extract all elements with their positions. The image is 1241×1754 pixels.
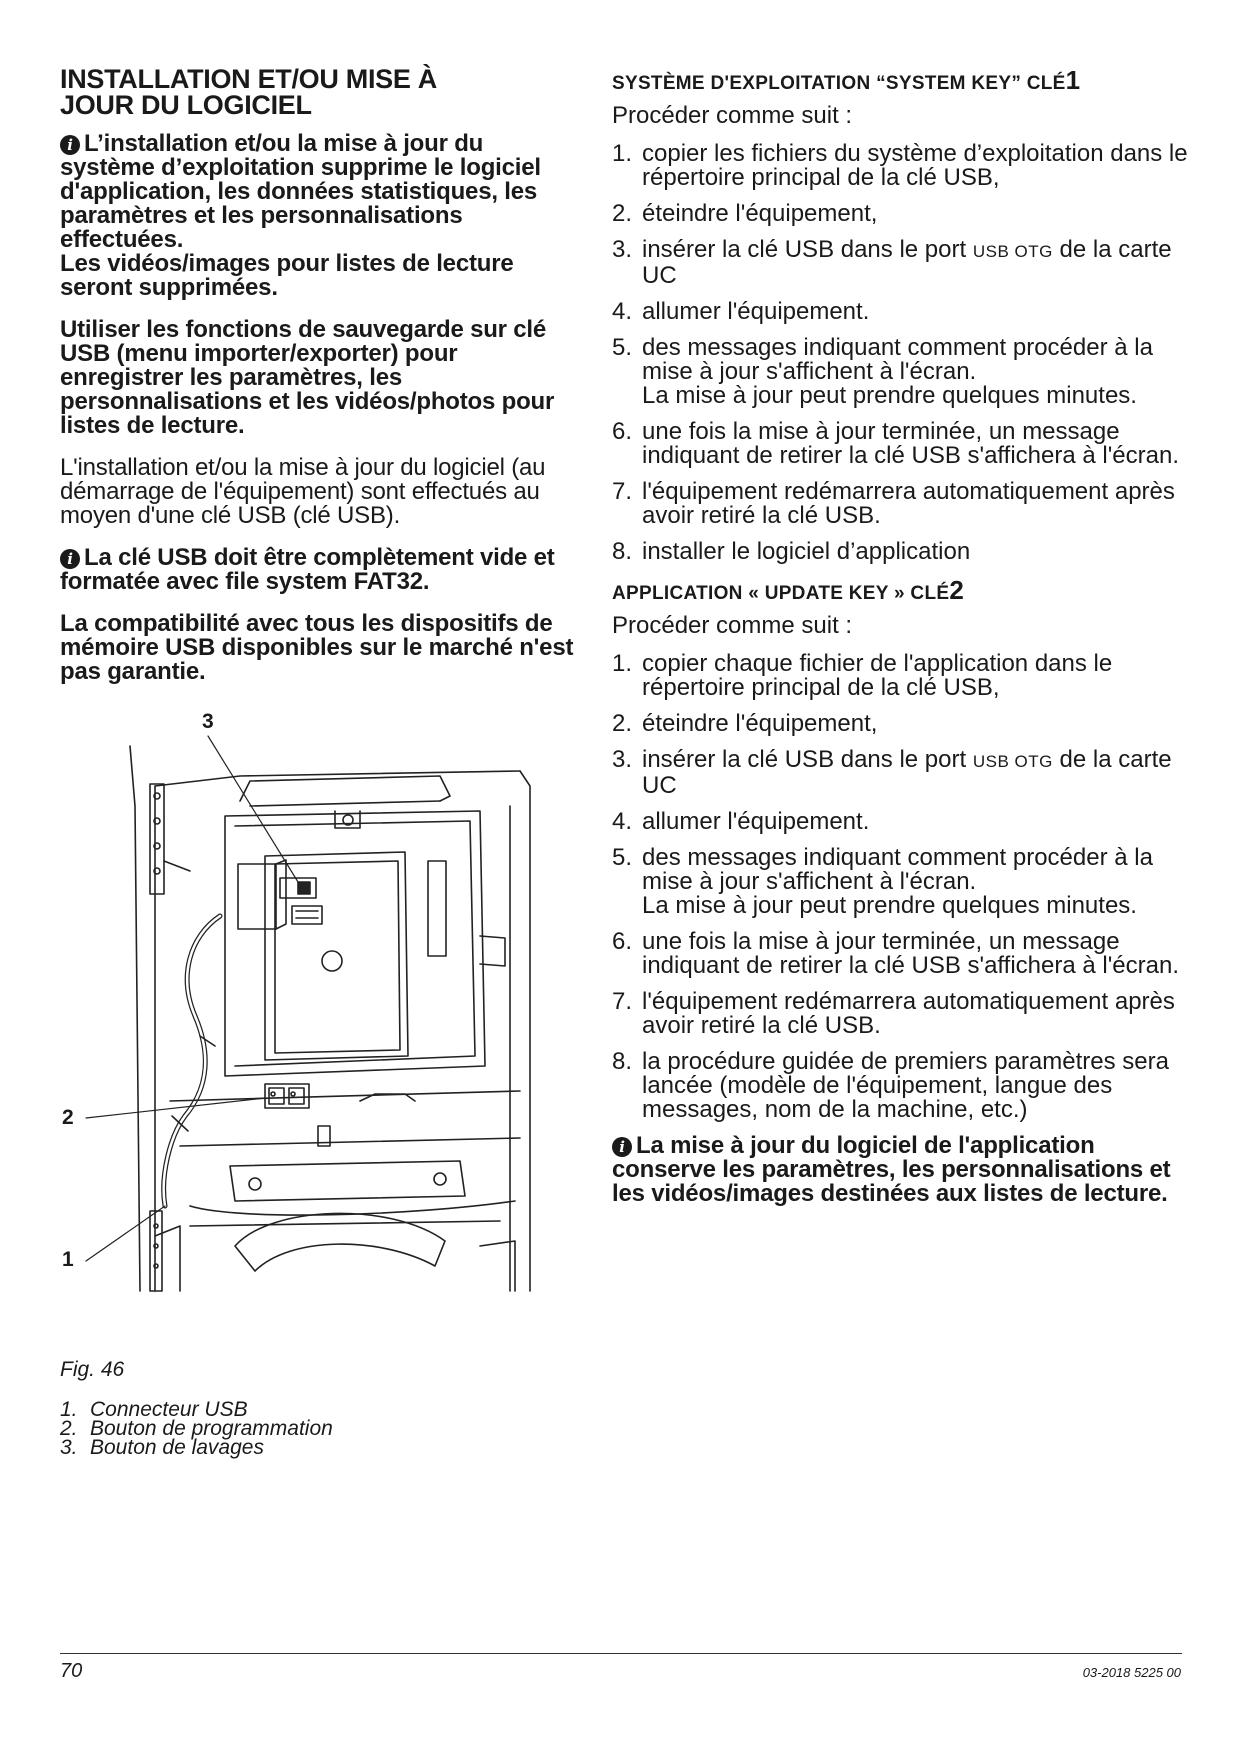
step-text — [642, 336, 1192, 408]
step-item — [612, 420, 1192, 468]
right-column — [612, 66, 1192, 1224]
legend-num: 1. — [60, 1398, 78, 1421]
step-item — [612, 480, 1192, 528]
usb-info-text: L'installation et/ou la mise à jour du logiciel (au démarrage de l'équipement) sont effectués au moyen d'une clé USB (clé USB). — [60, 454, 546, 529]
step-text-part: La mise à jour peut prendre quelques minutes. — [642, 382, 1137, 409]
step-text — [642, 990, 1192, 1038]
info-icon: i — [60, 549, 80, 569]
step-text — [642, 540, 1192, 564]
heading-number: 1 — [1065, 65, 1081, 95]
info-icon: i — [60, 135, 80, 155]
section-heading-update-key — [612, 576, 1192, 608]
port-name: USB OTG — [972, 242, 1053, 261]
step-text-part: la procédure guidée de premiers paramètres sera lancée (modèle de l'équipement, langue des messages, nom de la machine, etc.) — [642, 1048, 1169, 1123]
step-item — [612, 202, 1192, 226]
legend-num: 3. — [60, 1436, 78, 1459]
step-item — [612, 238, 1192, 288]
legend-text: Connecteur USB — [90, 1398, 248, 1421]
callout-1: 1 — [62, 1248, 74, 1271]
step-text-part: allumer l'équipement. — [642, 808, 870, 835]
legend-num: 2. — [60, 1417, 78, 1440]
step-text-part: copier chaque fichier de l'application dans le répertoire principal de la clé USB, — [642, 650, 1113, 701]
step-item — [612, 336, 1192, 408]
legend-text: Bouton de programmation — [90, 1417, 333, 1440]
step-text-part: copier les fichiers du système d’exploitation dans le répertoire principal de la clé USB, — [642, 140, 1188, 191]
step-item — [612, 1050, 1192, 1122]
step-item — [612, 930, 1192, 978]
step-item — [612, 142, 1192, 190]
footer-divider — [60, 1653, 1182, 1654]
warning-playlist-text: Les vidéos/images pour listes de lecture seront supprimées. — [60, 250, 514, 301]
step-text — [642, 748, 1192, 798]
step-text-part: des messages indiquant comment procéder à la mise à jour s'affichent à l'écran. — [642, 844, 1153, 895]
step-number: 7. — [612, 478, 633, 505]
title-line-2: JOUR DU LOGICIEL — [60, 90, 312, 120]
step-number: 1. — [612, 650, 633, 677]
figure-legend — [60, 1400, 580, 1457]
step-number: 3. — [612, 236, 633, 263]
heading-text: APPLICATION « UPDATE KEY » CLÉ — [612, 583, 950, 604]
figure-46-diagram — [60, 706, 590, 1344]
step-text — [642, 202, 1192, 226]
step-text-part: des messages indiquant comment procéder à la mise à jour s'affichent à l'écran. — [642, 334, 1153, 385]
usb-info-paragraph — [60, 456, 580, 528]
step-item — [612, 810, 1192, 834]
step-text — [642, 480, 1192, 528]
left-column — [60, 66, 580, 1457]
step-text-part: une fois la mise à jour terminée, un message indiquant de retirer la clé USB s'affichera à l'écran. — [642, 928, 1179, 979]
step-text-part: installer le logiciel d’application — [642, 538, 971, 565]
usb-format-text: La clé USB doit être complètement vide et formatée avec file system FAT32. — [60, 544, 555, 595]
heading-number: 2 — [949, 575, 965, 605]
figure-caption: Fig. 46 — [60, 1358, 125, 1381]
step-number: 2. — [612, 200, 633, 227]
step-number: 4. — [612, 808, 633, 835]
final-note — [612, 1134, 1192, 1206]
step-text — [642, 810, 1192, 834]
step-text-part: l'équipement redémarrera automatiquement après avoir retiré la clé USB. — [642, 478, 1175, 529]
step-number: 6. — [612, 418, 633, 445]
backup-note-text: Utiliser les fonctions de sauvegarde sur clé USB (menu importer/exporter) pour enregistrer les paramètres, les personnalisations et les vidéos/photos pour listes de lecture. — [60, 316, 555, 439]
step-text-part: La mise à jour peut prendre quelques minutes. — [642, 892, 1137, 919]
step-number: 8. — [612, 538, 633, 565]
step-item — [612, 846, 1192, 918]
step-text-part: une fois la mise à jour terminée, un message indiquant de retirer la clé USB s'affichera à l'écran. — [642, 418, 1179, 469]
step-text — [642, 712, 1192, 736]
callout-2: 2 — [62, 1106, 74, 1129]
page-number: 70 — [60, 1660, 83, 1682]
step-text — [642, 300, 1192, 324]
legend-text: Bouton de lavages — [90, 1436, 264, 1459]
warning-os-install — [60, 132, 580, 300]
step-item — [612, 990, 1192, 1038]
update-key-steps — [612, 652, 1192, 1122]
step-item — [612, 748, 1192, 798]
step-text — [642, 652, 1192, 700]
step-number: 7. — [612, 988, 633, 1015]
step-text-part: éteindre l'équipement, — [642, 200, 878, 227]
step-text — [642, 420, 1192, 468]
step-text — [642, 930, 1192, 978]
section-intro: Procéder comme suit : — [612, 612, 853, 639]
step-text-part: de la carte UC — [642, 236, 1172, 289]
step-item — [612, 652, 1192, 700]
callout-3: 3 — [202, 710, 214, 733]
compatibility-text: La compatibilité avec tous les dispositifs de mémoire USB disponibles sur le marché n'est pas garantie. — [60, 610, 574, 685]
port-name: USB OTG — [972, 752, 1053, 771]
step-number: 2. — [612, 710, 633, 737]
step-item — [612, 300, 1192, 324]
step-number: 5. — [612, 334, 633, 361]
step-item — [612, 712, 1192, 736]
warning-text: L’installation et/ou la mise à jour du système d’exploitation supprime le logiciel d'application, les données statistiques, les paramètres et les personnalisations effectuées. — [60, 130, 541, 253]
final-note-text: La mise à jour du logiciel de l'application conserve les paramètres, les personnalisations et les vidéos/images destinées aux listes de lecture. — [612, 1132, 1171, 1207]
title-line-1: INSTALLATION ET/OU MISE À — [60, 64, 437, 94]
step-text — [642, 238, 1192, 288]
step-item — [612, 540, 1192, 564]
step-text-part: insérer la clé USB dans le port — [642, 236, 973, 263]
page-title — [60, 66, 580, 118]
system-key-steps — [612, 142, 1192, 564]
step-text-part: allumer l'équipement. — [642, 298, 870, 325]
warning-usb-format — [60, 546, 580, 594]
step-text — [642, 846, 1192, 918]
step-text — [642, 1050, 1192, 1122]
backup-note — [60, 318, 580, 438]
step-text-part: l'équipement redémarrera automatiquement après avoir retiré la clé USB. — [642, 988, 1175, 1039]
step-text-part: insérer la clé USB dans le port — [642, 746, 973, 773]
step-number: 3. — [612, 746, 633, 773]
info-icon: i — [612, 1137, 632, 1157]
compatibility-note — [60, 612, 580, 684]
step-number: 6. — [612, 928, 633, 955]
machine-interior-illustration — [60, 706, 590, 1344]
legend-item — [60, 1438, 580, 1457]
step-number: 4. — [612, 298, 633, 325]
section-heading-system-key — [612, 66, 1192, 98]
section-intro: Procéder comme suit : — [612, 102, 853, 129]
document-code: 03-2018 5225 00 — [1082, 1665, 1181, 1680]
step-number: 8. — [612, 1048, 633, 1075]
step-text — [642, 142, 1192, 190]
step-text-part: de la carte UC — [642, 746, 1172, 799]
step-number: 5. — [612, 844, 633, 871]
step-text-part: éteindre l'équipement, — [642, 710, 878, 737]
step-number: 1. — [612, 140, 633, 167]
heading-text: SYSTÈME D'EXPLOITATION “SYSTEM KEY” CLÉ — [612, 73, 1066, 94]
